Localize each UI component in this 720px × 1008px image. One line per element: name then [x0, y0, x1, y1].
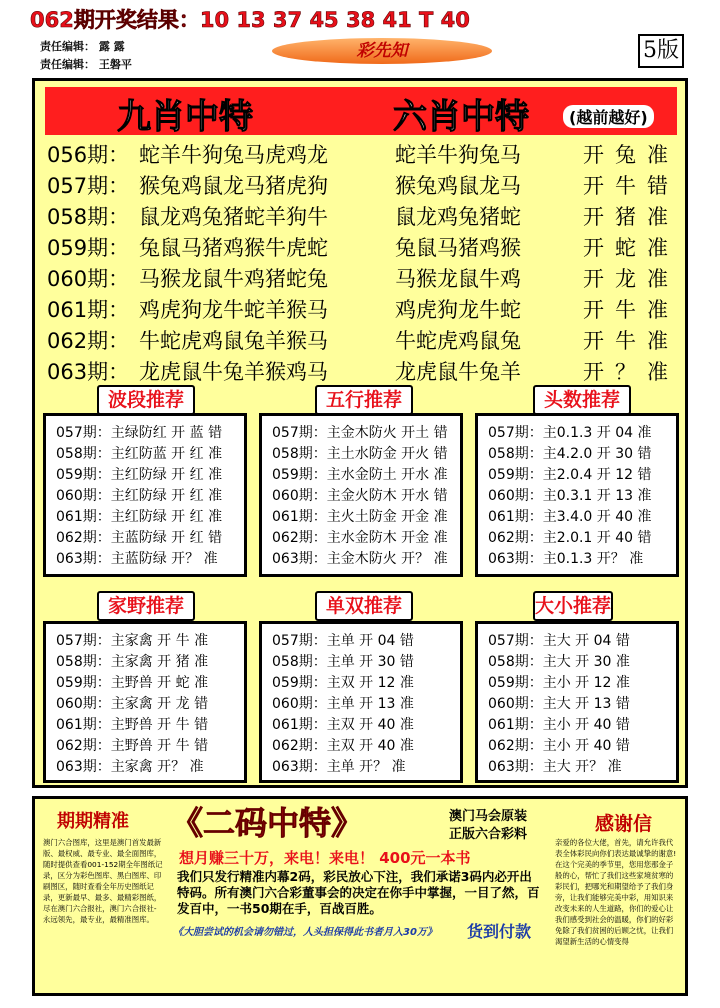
left-title: 期期精准	[57, 811, 129, 832]
main-panel	[32, 78, 688, 788]
result: 开猪准	[583, 205, 679, 229]
list-item: 057期：主0.1.3 开 04 准	[488, 425, 652, 441]
list-item: 059期：主2.0.4 开 12 错	[488, 467, 652, 483]
element-box	[259, 413, 463, 577]
result: 开蛇准	[583, 236, 679, 260]
list-item: 062期：主蓝防绿 开 红 错	[56, 530, 223, 546]
six-zodiac: 龙虎鼠牛兔羊	[395, 360, 521, 384]
list-item: 062期：主2.0.1 开 40 错	[488, 530, 652, 546]
main-row	[35, 356, 685, 387]
nine-zodiac: 猴兔鸡鼠龙马猪虎狗	[139, 174, 328, 198]
nine-zodiac: 马猴龙鼠牛鸡猪蛇兔	[139, 267, 328, 291]
period: 062期：	[47, 329, 130, 353]
list-item: 058期：主4.2.0 开 30 错	[488, 446, 652, 462]
ad-paragraph: 我们只发行精准内幕2码，彩民放心下注，我们承诺3码内必开出特码。所有澳门六合彩董事会的决定在你手中掌握，一目了然，百发百中，一书50期在手，百战百胜。	[177, 869, 540, 916]
list-item: 058期：主土水防金 开火 错	[272, 446, 448, 462]
nine-zodiac: 龙虎鼠牛兔羊猴鸡马	[139, 360, 328, 384]
editor-line-1: 责任编辑： 露 露	[40, 40, 125, 53]
list-item: 057期：主绿防红 开 蓝 错	[56, 425, 223, 441]
six-zodiac: 牛蛇虎鸡鼠兔	[395, 329, 521, 353]
wave-box	[43, 413, 247, 577]
list-item: 059期：主小 开 12 准	[488, 675, 630, 691]
list-item: 061期：主火土防金 开金 准	[272, 509, 448, 525]
list-item: 057期：主单 开 04 错	[272, 633, 414, 649]
six-zodiac-title: 六肖中特	[393, 97, 529, 137]
nine-zodiac-title: 九肖中特	[117, 97, 253, 137]
list-item: 060期：主家禽 开 龙 错	[56, 696, 209, 712]
title-bar	[45, 87, 677, 135]
list-item: 063期：主家禽 开？ 准	[56, 759, 204, 775]
domestic-box	[43, 621, 247, 783]
list-item: 062期：主小 开 40 错	[488, 738, 630, 754]
main-row	[35, 201, 685, 232]
list-item: 060期：主单 开 13 准	[272, 696, 414, 712]
list-item: 059期：主双 开 12 准	[272, 675, 414, 691]
list-item: 063期：主大 开？ 准	[488, 759, 622, 775]
ad-center	[169, 799, 549, 993]
right-title: 感谢信	[595, 813, 653, 835]
result: 开兔准	[583, 143, 679, 167]
title-note: (越前越好)	[563, 105, 654, 128]
list-item: 060期：主0.3.1 开 13 准	[488, 488, 652, 504]
period: 056期：	[47, 143, 130, 167]
right-text: 亲爱的各位大佬，首先，请允许我代表全体彩民向你们表达最诚挚的谢意!在这个完美的季节里，您用您那金子般的心，帮忙了我们这些家境贫寒的彩民们，把哪光和期望给予了我们身旁，让我们能够完美中彩，用知识来改变未来的人生道路，你们的爱心让我们感受到社会的温暖，你们的好彩免除了我们贫困的后顾之忧，让我们渴望新生活的心情变得	[555, 838, 677, 946]
list-item: 063期：主0.1.3 开？ 准	[488, 551, 644, 567]
brand-ribbon: 彩先知	[272, 38, 492, 64]
head-title: 头数推荐	[533, 385, 631, 415]
main-row	[35, 294, 685, 325]
result: 开牛错	[583, 174, 679, 198]
period: 059期：	[47, 236, 130, 260]
list-item: 061期：主3.4.0 开 40 准	[488, 509, 652, 525]
result: 开龙准	[583, 267, 679, 291]
main-row	[35, 139, 685, 170]
result: 开牛准	[583, 329, 679, 353]
main-row	[35, 232, 685, 263]
list-item: 061期：主小 开 40 错	[488, 717, 630, 733]
nine-zodiac: 鼠龙鸡兔猪蛇羊狗牛	[139, 205, 328, 229]
nine-zodiac: 牛蛇虎鸡鼠兔羊猴马	[139, 329, 328, 353]
list-item: 061期：主红防绿 开 红 准	[56, 509, 223, 525]
list-item: 060期：主红防绿 开 红 准	[56, 488, 223, 504]
list-item: 059期：主野兽 开 蛇 准	[56, 675, 209, 691]
cash-on-delivery: 货到付款	[467, 922, 532, 941]
oddeven-title: 单双推荐	[315, 591, 413, 621]
list-item: 059期：主水金防土 开水 准	[272, 467, 448, 483]
element-title: 五行推荐	[315, 385, 413, 415]
ad-footer: 《大胆尝试的机会请勿错过，人头担保得此书者月入30万》	[173, 927, 437, 938]
period: 063期：	[47, 360, 130, 384]
list-item: 061期：主双 开 40 准	[272, 717, 414, 733]
size-title: 大小推荐	[533, 591, 613, 621]
main-row	[35, 170, 685, 201]
six-zodiac: 蛇羊牛狗兔马	[395, 143, 521, 167]
six-zodiac: 兔鼠马猪鸡猴	[395, 236, 521, 260]
list-item: 061期：主野兽 开 牛 错	[56, 717, 209, 733]
six-zodiac: 猴兔鸡鼠龙马	[395, 174, 521, 198]
list-item: 058期：主大 开 30 准	[488, 654, 630, 670]
left-text: 澳门六合图库，这里是澳门首发最新版、最权威、最专业、最全面图库，随时提供查看001-152期全年图纸记录，区分为彩色图库、黑白图库、印刷图区，随时查看全年历史图纸记录，更新最早、最多、最精彩图纸，尽在澳门六合报社，澳门六合报社-永远领先，最专业，最精准图库。	[43, 838, 163, 924]
oddeven-box	[259, 621, 463, 783]
list-item: 062期：主双 开 40 准	[272, 738, 414, 754]
result: 开牛准	[583, 298, 679, 322]
six-zodiac: 鼠龙鸡兔猪蛇	[395, 205, 521, 229]
ad-banner: 《二码中特》	[171, 804, 364, 842]
list-item: 063期：主蓝防绿 开？ 准	[56, 551, 218, 567]
list-item: 060期：主大 开 13 错	[488, 696, 630, 712]
list-item: 062期：主野兽 开 牛 错	[56, 738, 209, 754]
result: 开？准	[583, 360, 679, 384]
ad-sub-2: 正版六合彩料	[449, 827, 528, 842]
list-item: 060期：主金火防木 开水 错	[272, 488, 448, 504]
domestic-title: 家野推荐	[97, 591, 195, 621]
nine-zodiac: 兔鼠马猪鸡猴牛虎蛇	[139, 236, 328, 260]
list-item: 063期：主单 开？ 准	[272, 759, 406, 775]
period: 060期：	[47, 267, 130, 291]
list-item: 059期：主红防绿 开 红 准	[56, 467, 223, 483]
list-item: 057期：主金木防火 开土 错	[272, 425, 448, 441]
list-item: 057期：主大 开 04 错	[488, 633, 630, 649]
six-zodiac: 鸡虎狗龙牛蛇	[395, 298, 521, 322]
editor-line-2: 责任编辑： 王磐平	[40, 58, 132, 71]
six-zodiac: 马猴龙鼠牛鸡	[395, 267, 521, 291]
draw-result: 062期开奖结果：10 13 37 45 38 41 T 40	[30, 8, 470, 32]
period: 057期：	[47, 174, 130, 198]
list-item: 063期：主金木防火 开？ 准	[272, 551, 448, 567]
nine-zodiac: 鸡虎狗龙牛蛇羊猴马	[139, 298, 328, 322]
head-box	[475, 413, 679, 577]
period: 058期：	[47, 205, 130, 229]
list-item: 058期：主单 开 30 错	[272, 654, 414, 670]
main-rows	[35, 139, 685, 387]
main-row	[35, 325, 685, 356]
nine-zodiac: 蛇羊牛狗兔马虎鸡龙	[139, 143, 328, 167]
ad-sub-1: 澳门马会原装	[449, 809, 528, 824]
period: 061期：	[47, 298, 130, 322]
list-item: 062期：主水金防木 开金 准	[272, 530, 448, 546]
list-item: 058期：主家禽 开 猪 准	[56, 654, 209, 670]
ad-promo: 想月赚三十万，来电！来电！ 400元一本书	[179, 849, 471, 867]
list-item: 057期：主家禽 开 牛 准	[56, 633, 209, 649]
edition-badge: 5版	[638, 34, 684, 68]
list-item: 058期：主红防蓝 开 红 准	[56, 446, 223, 462]
size-box	[475, 621, 679, 783]
bottom-panel	[32, 796, 688, 996]
main-row	[35, 263, 685, 294]
wave-title: 波段推荐	[97, 385, 195, 415]
